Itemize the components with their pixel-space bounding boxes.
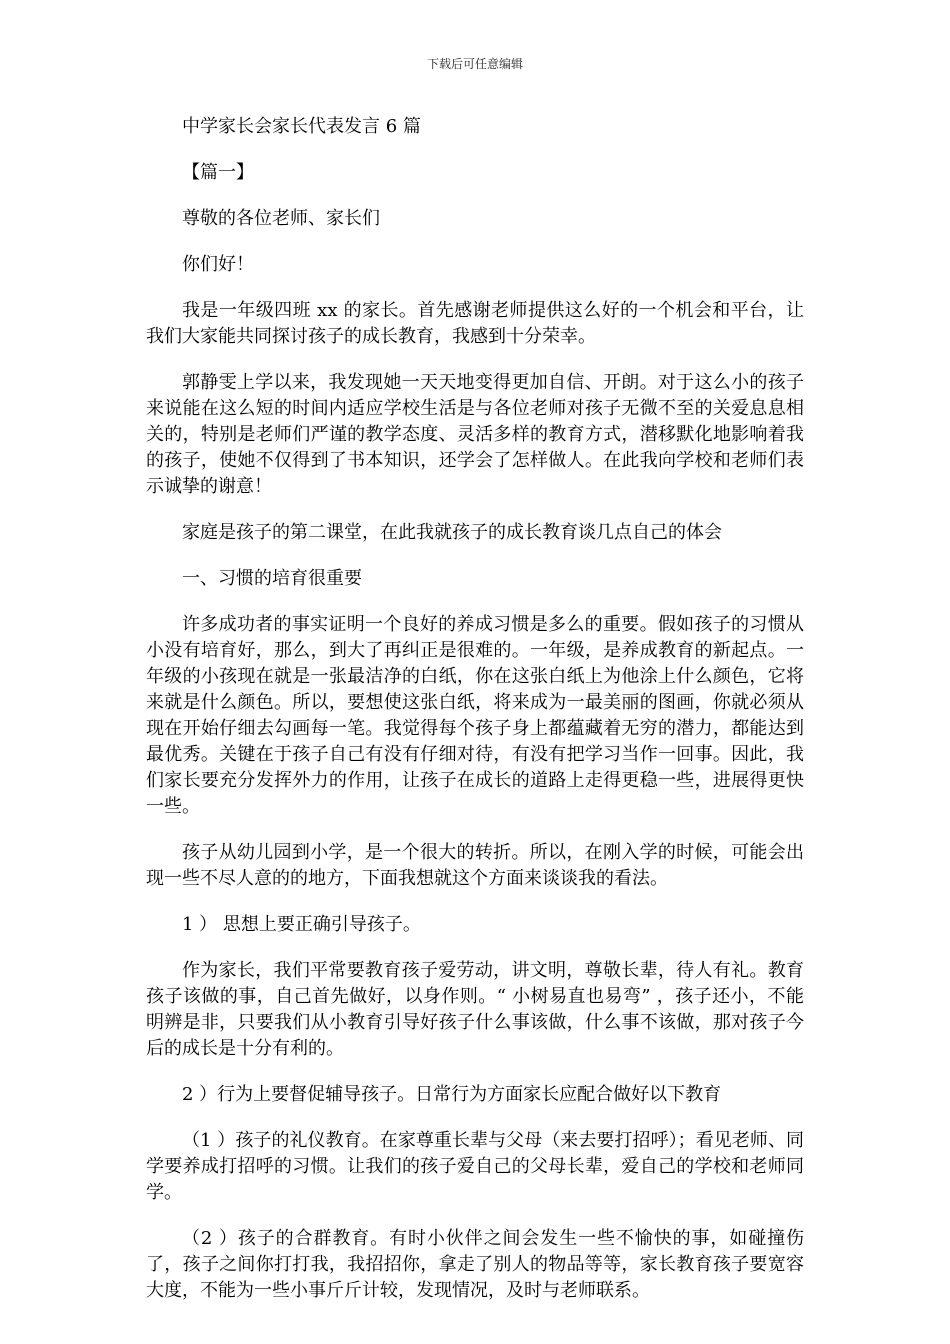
paragraph: 家庭是孩子的第二课堂，在此我就孩子的成长教育谈几点自己的体会 [182,522,722,543]
subheading: 一、习惯的培育很重要 [182,568,362,589]
list-heading: 2 ）行为上要督促辅导孩子。日常行为方面家长应配合做好以下教育 [182,1084,722,1105]
list-heading: 1 ） 思想上要正确引导孩子。 [182,914,421,935]
salutation: 尊敬的各位老师、家长们 [182,208,380,229]
paragraph: 作为家长，我们平常要教育孩子爱劳动，讲文明，尊敬长辈，待人有礼。教育孩子该做的事，自己首先做好，以身作则。“ 小树易直也易弯” ，孩子还小，不能明辨是非，只要我们从小教育引导好孩子什么事该做，什么事不该做，那对孩子今后的成长是十分有利的。 [146,960,804,1059]
paragraph: 我是一年级四班 xx 的家长。首先感谢老师提供这么好的一个机会和平台，让我们大家能共同探讨孩子的成长教育，我感到十分荣幸。 [146,300,804,347]
section-heading: 【篇一】 [182,162,254,183]
document-title: 中学家长会家长代表发言 6 篇 [182,116,421,137]
paragraph: （2 ）孩子的合群教育。有时小伙伴之间会发生一些不愉快的事，如碰撞伤了，孩子之间你打打我，我招招你，拿走了别人的物品等等，家长教育孩子要宽容大度，不能为一些小事斤斤计较，发现情况，及时与老师联系。 [146,1228,804,1301]
document-body [146,114,804,1324]
page-header: 下载后可任意编辑 [426,57,523,71]
paragraph: 许多成功者的事实证明一个良好的养成习惯是多么的重要。假如孩子的习惯从小没有培育好，那么，到大了再纠正是很难的。一年级，是养成教育的新起点。一年级的小孩现在就是一张最洁净的白纸，你在这张白纸上为他涂上什么颜色，它将来就是什么颜色。所以，要想使这张白纸，将来成为一最美丽的图画，你就必须从现在开始仔细去勾画每一笔。我觉得每个孩子身上都蕴藏着无穷的潜力，都能达到最优秀。关键在于孩子自己有没有仔细对待，有没有把学习当作一回事。因此，我们家长要充分发挥外力的作用，让孩子在成长的道路上走得更稳一些，进展得更快一些。 [146,614,804,817]
paragraph: （1 ）孩子的礼仪教育。在家尊重长辈与父母（来去要打招呼）；看见老师、同学要养成打招呼的习惯。让我们的孩子爱自己的父母长辈，爱自己的学校和老师同学。 [146,1130,804,1203]
paragraph: 郭静雯上学以来，我发现她一天天地变得更加自信、开朗。对于这么小的孩子来说能在这么短的时间内适应学校生活是与各位老师对孩子无微不至的关爱息息相关的，特别是老师们严谨的教学态度、灵活多样的教育方式，潜移默化地影响着我的孩子，使她不仅得到了书本知识，还学会了怎样做人。在此我向学校和老师们表示诚挚的谢意！ [146,372,804,497]
paragraph: 孩子从幼儿园到小学，是一个很大的转折。所以，在刚入学的时候，可能会出现一些不尽人意的的地方，下面我想就这个方面来谈谈我的看法。 [146,842,804,889]
greeting: 你们好！ [182,254,254,275]
